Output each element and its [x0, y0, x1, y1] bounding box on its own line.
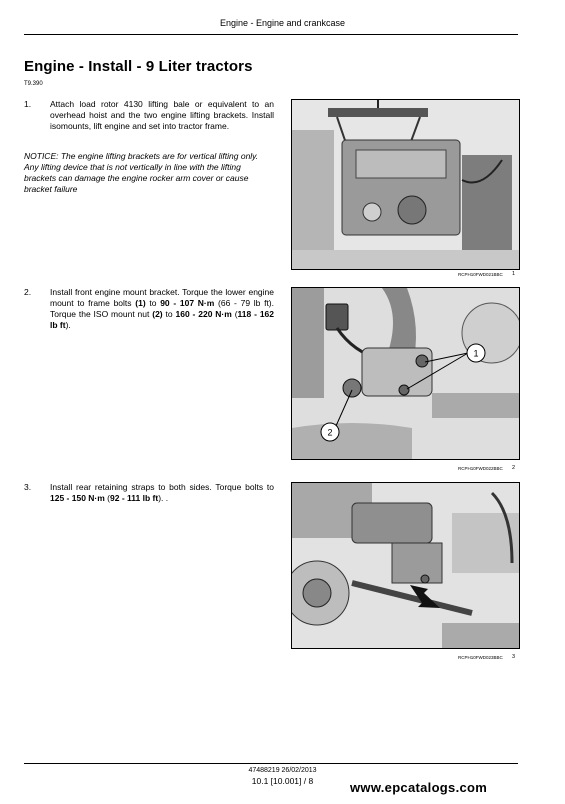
step-2-torque-value: 90 - 107 N·m: [160, 298, 215, 308]
callout-2-label: 2: [327, 427, 333, 438]
step-2-callout-1: (1): [135, 298, 146, 308]
step-1-number: 1.: [24, 99, 32, 109]
watermark: www.epcatalogs.com: [350, 780, 488, 795]
step-2-text-part: to: [145, 298, 161, 308]
step-2-number: 2.: [24, 287, 32, 297]
footer-doc-id: 47488219 26/02/2013: [248, 767, 317, 774]
figure-2-image: [291, 287, 520, 460]
step-2-torque-value: 118 - 162 lb ft: [50, 309, 274, 330]
step-2-text-part: ).: [65, 320, 71, 330]
step-3-number: 3.: [24, 482, 32, 492]
footer-rule: [24, 763, 518, 764]
page-title: Engine - Install - 9 Liter tractors: [24, 58, 253, 75]
figure-2-illustration: [292, 288, 519, 459]
step-3-torque-value: 92 - 111 lb ft: [110, 493, 159, 503]
running-header: Engine - Engine and crankcase: [219, 18, 346, 28]
figure-1-image: [291, 99, 520, 270]
figure-3-code: RCPH10FWD023BBC: [458, 655, 503, 660]
step-2-text-part: to: [162, 309, 176, 319]
figure-3-image: [291, 482, 520, 649]
figure-2-number: 2: [512, 465, 516, 471]
step-2-text: [50, 287, 274, 331]
step-2-text-part: (66 - 79 lb ft). Torque the ISO mount nut: [50, 298, 275, 319]
step-2-callout-2: (2): [152, 309, 163, 319]
section-code: T9.390: [24, 81, 43, 87]
step-3-text-part: ). .: [158, 493, 169, 503]
step-3-torque-value: 125 - 150 N·m: [50, 493, 105, 503]
footer-page-number: 10.1 [10.001] / 8: [251, 776, 314, 786]
figure-2-code: RCPH10FWD022BBC: [458, 466, 503, 471]
step-3-text-part: (: [104, 493, 111, 503]
step-2-text-part: Install front engine mount bracket. Torque the lower engine mount to frame bolts: [50, 287, 274, 308]
figure-1-illustration: [292, 100, 519, 269]
step-3-text-part: Install rear retaining straps to both sides. Torque bolts to: [50, 482, 274, 492]
step-2-text-part: (: [231, 309, 238, 319]
step-1-text: Attach load rotor 4130 lifting bale or equivalent to an overhead hoist and the two engine lifting brackets. Install isomounts, lift engine and set into tractor frame.: [50, 99, 274, 131]
figure-1-number: 1: [512, 271, 516, 277]
step-2-torque-value: 160 - 220 N·m: [175, 309, 232, 319]
figure-3-number: 3: [512, 654, 516, 660]
figure-3-illustration: [292, 483, 519, 648]
header-rule: [24, 34, 518, 35]
step-3-text: [50, 482, 274, 504]
figure-1-code: RCPH10FWD021BBC: [458, 272, 503, 277]
notice-text: NOTICE: The engine lifting brackets are for vertical lifting only. Any lifting device that is not vertically in line with the lifting brackets can damage the engine rocker arm cover or cause bracket failure: [24, 151, 259, 194]
callout-1-label: 1: [473, 348, 479, 359]
